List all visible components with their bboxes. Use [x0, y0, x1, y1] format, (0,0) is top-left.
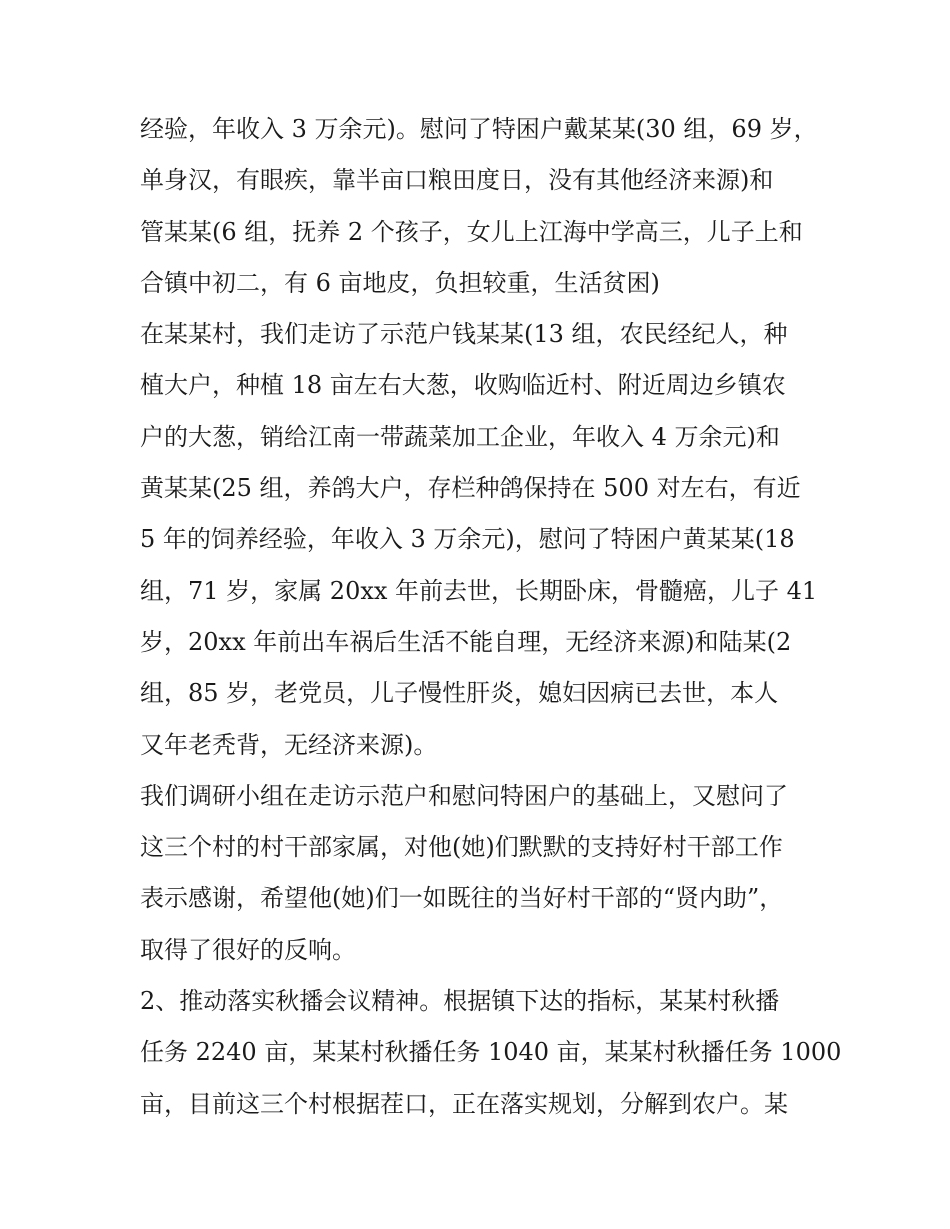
text-line: 管某某(6 组，抚养 2 个孩子，女儿上江海中学高三，儿子上和	[140, 217, 803, 246]
text-line: 5 年的饲养经验，年收入 3 万余元)，慰问了特困户黄某某(18	[140, 525, 795, 554]
text-line: 2、推动落实秋播会议精神。根据镇下达的指标，某某村秋播	[140, 987, 780, 1016]
text-line: 这三个村的村干部家属，对他(她)们默默的支持好村干部工作	[140, 833, 783, 862]
text-line: 户的大葱，销给江南一带蔬菜加工企业，年收入 4 万余元)和	[140, 422, 780, 451]
text-line: 组，85 岁，老党员，儿子慢性肝炎，媳妇因病已去世，本人	[140, 679, 779, 708]
text-line: 岁，20xx 年前出车祸后生活不能自理，无经济来源)和陆某(2	[140, 627, 792, 656]
text-line: 我们调研小组在走访示范户和慰问特困户的基础上，又慰问了	[140, 781, 788, 810]
text-line: 任务 2240 亩，某某村秋播任务 1040 亩，某某村秋播任务 1000	[140, 1038, 842, 1067]
text-line: 合镇中初二，有 6 亩地皮，负担较重，生活贫困)	[140, 268, 660, 297]
text-line: 经验，年收入 3 万余元)。慰问了特困户戴某某(30 组，69 岁，	[140, 115, 818, 143]
document-body	[140, 104, 842, 1130]
text-line: 植大户，种植 18 亩左右大葱，收购临近村、附近周边乡镇农	[140, 371, 786, 400]
text-line: 亩，目前这三个村根据茬口，正在落实规划，分解到农户。某	[140, 1089, 788, 1118]
text-line: 又年老秃背，无经济来源)。	[140, 730, 438, 759]
text-line: 单身汉，有眼疾，靠半亩口粮田度日，没有其他经济来源)和	[140, 166, 774, 195]
text-line: 取得了很好的反响。	[140, 935, 356, 964]
text-line: 表示感谢，希望他(她)们一如既往的当好村干部的“贤内助”，	[140, 884, 784, 913]
text-line: 在某某村，我们走访了示范户钱某某(13 组，农民经纪人，种	[140, 320, 788, 349]
text-line: 黄某某(25 组，养鸽大户，存栏种鸽保持在 500 对左右，有近	[140, 474, 801, 503]
text-line: 组，71 岁，家属 20xx 年前去世，长期卧床，骨髓癌，儿子 41	[140, 576, 818, 605]
